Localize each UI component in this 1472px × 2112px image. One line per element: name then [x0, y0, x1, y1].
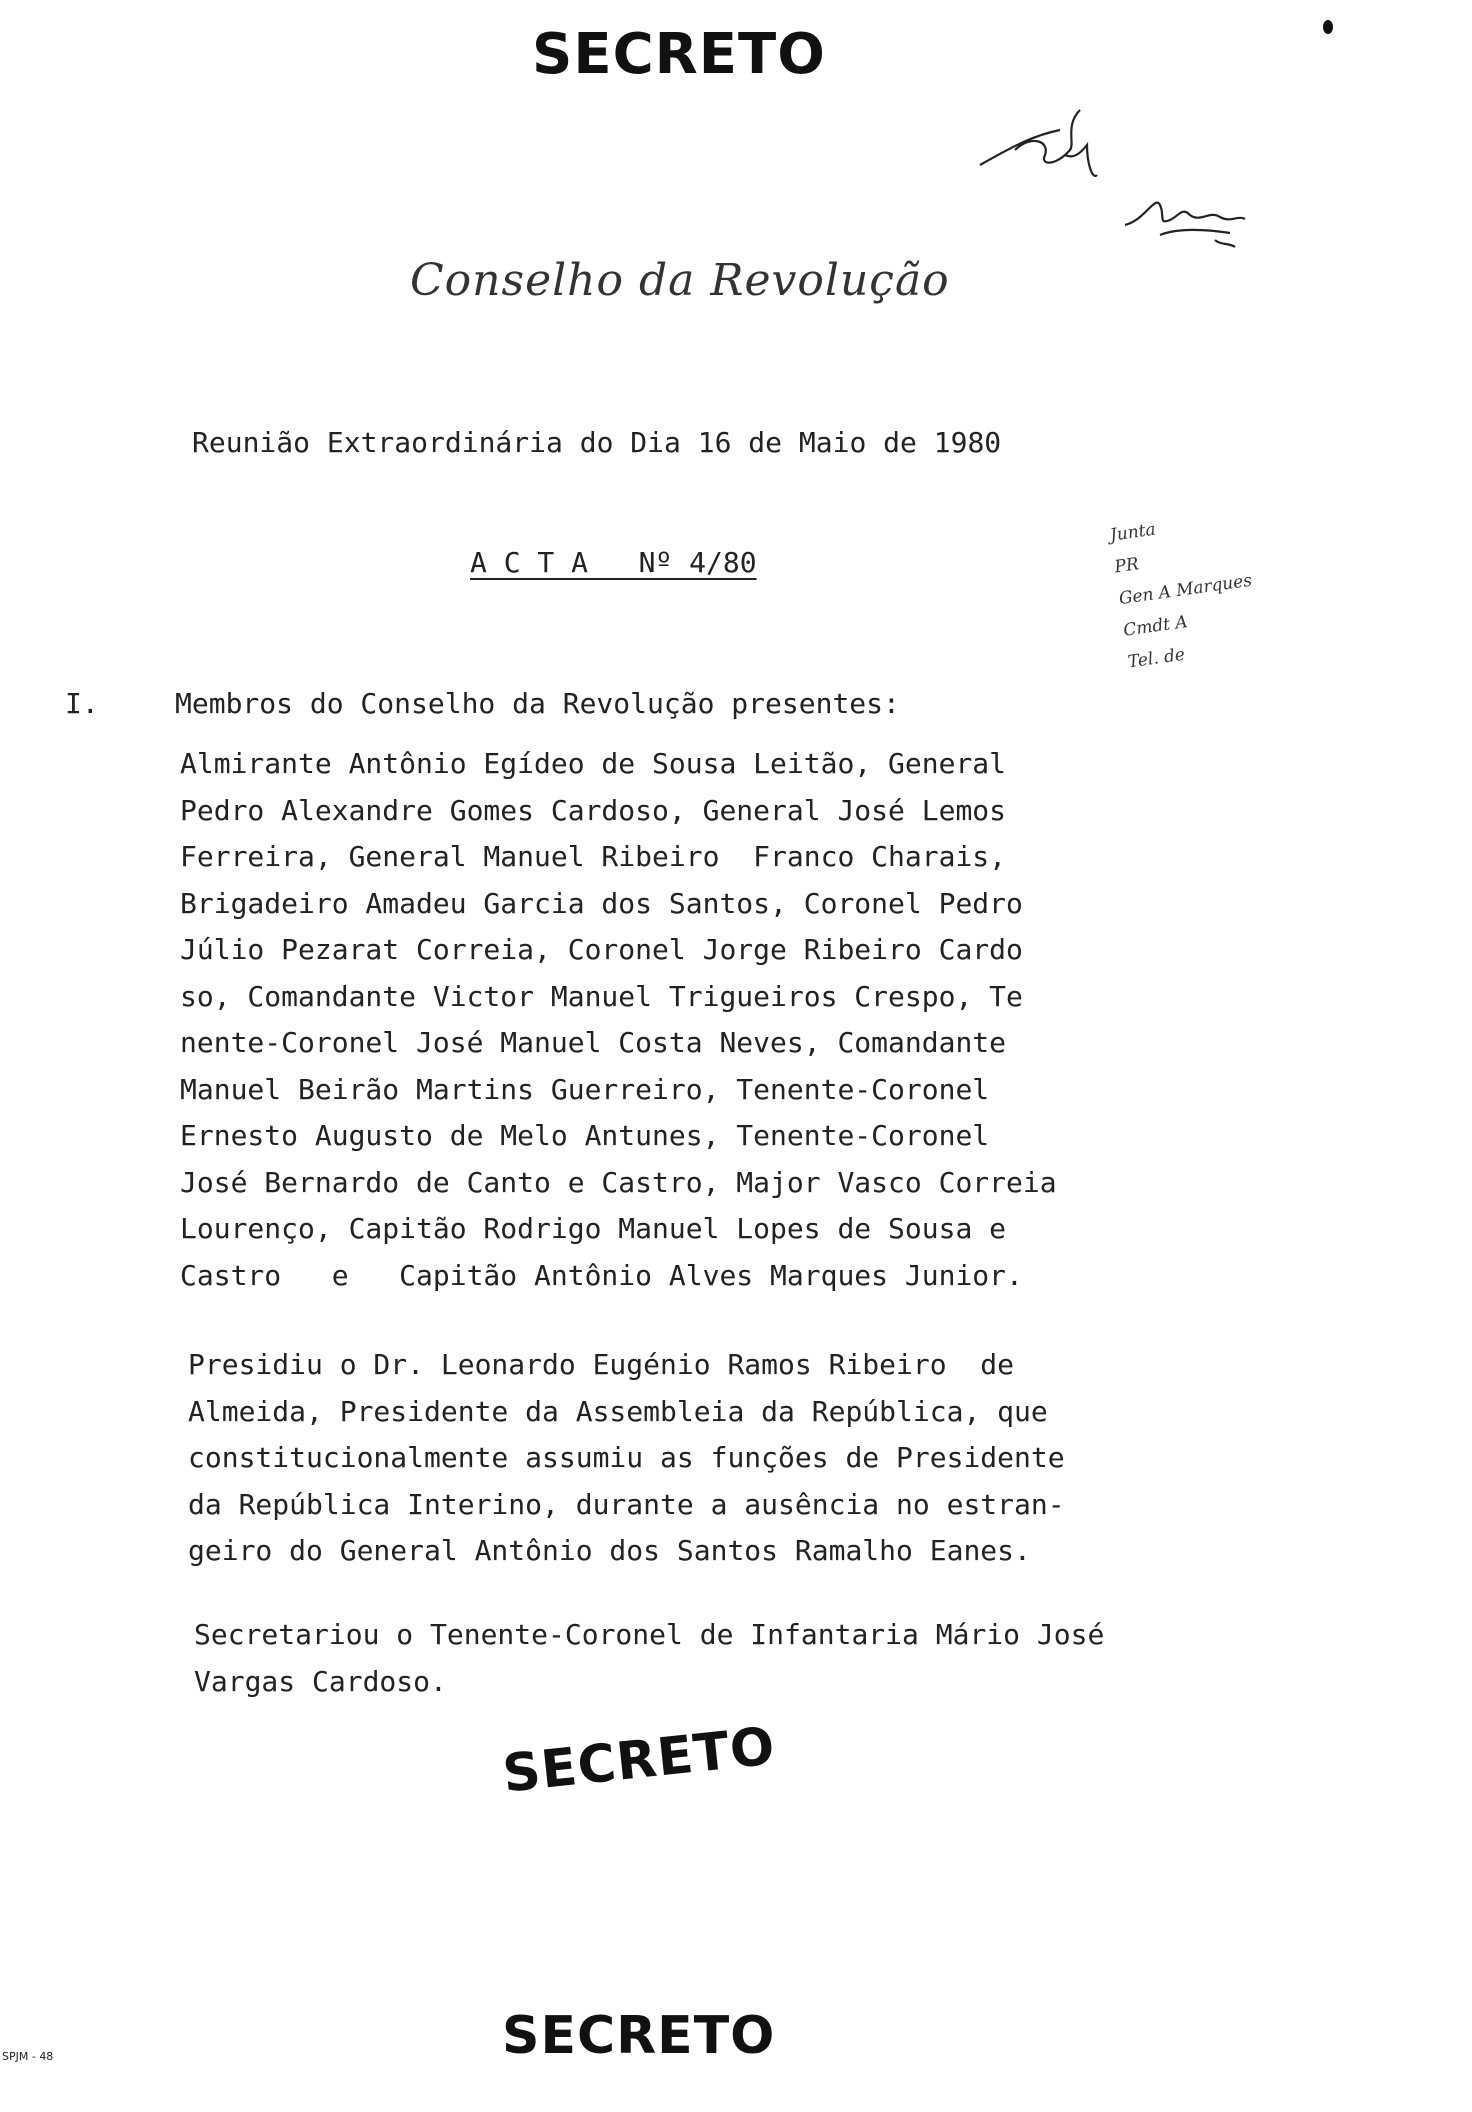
- paragraph-line: so, Comandante Victor Manuel Trigueiros Crespo, Te: [180, 979, 1023, 1013]
- acta-title: A C T A Nº 4/80: [470, 546, 757, 579]
- ink-dot: [1323, 20, 1333, 34]
- secretary-paragraph: [194, 1612, 1104, 1705]
- paragraph-line: Manuel Beirão Martins Guerreiro, Tenente-Coronel: [180, 1072, 990, 1106]
- paragraph-line: Brigadeiro Amadeu Garcia dos Santos, Coronel Pedro: [180, 886, 1023, 920]
- letterhead: Conselho da Revolução: [410, 255, 950, 306]
- secret-stamp-middle: SECRETO: [500, 1716, 779, 1805]
- meeting-title: Reunião Extraordinária do Dia 16 de Maio de 1980: [192, 426, 1002, 459]
- paragraph-line: Lourenço, Capitão Rodrigo Manuel Lopes de Sousa e: [180, 1212, 1007, 1245]
- paragraph-line: nente-Coronel José Manuel Costa Neves, Comandante: [180, 1026, 1007, 1059]
- paragraph-line: Presidiu o Dr. Leonardo Eugénio Ramos Ribeiro de: [188, 1348, 1015, 1381]
- paragraph-line: Júlio Pezarat Correia, Coronel Jorge Ribeiro Cardo: [180, 933, 1023, 966]
- margin-note: Tel. de: [1126, 644, 1187, 673]
- margin-note: Junta: [1108, 519, 1157, 546]
- paragraph-line: da República Interino, durante a ausência no estran-: [188, 1487, 1065, 1521]
- section-heading: Membros do Conselho da Revolução presentes:: [175, 687, 900, 720]
- footer-code: SPJM - 48: [2, 2050, 54, 2063]
- paragraph-line: Secretariou o Tenente-Coronel de Infantaria Mário José: [194, 1618, 1105, 1651]
- secret-stamp-top: SECRETO: [532, 22, 826, 87]
- paragraph-line: Pedro Alexandre Gomes Cardoso, General José Lemos: [180, 793, 1007, 827]
- paragraph-line: Ferreira, General Manuel Ribeiro Franco Charais,: [180, 840, 1007, 873]
- presided-paragraph: [188, 1342, 1065, 1575]
- paragraph-line: Vargas Cardoso.: [194, 1664, 447, 1698]
- paragraph-line: Ernesto Augusto de Melo Antunes, Tenente-Coronel: [180, 1119, 990, 1152]
- paragraph-line: constitucionalmente assumiu as funções de Presidente: [188, 1441, 1065, 1474]
- paragraph-line: Almirante Antônio Egídeo de Sousa Leitão, General: [180, 747, 1007, 780]
- members-paragraph: [180, 741, 1057, 1299]
- paragraph-line: Castro e Capitão Antônio Alves Marques Junior.: [180, 1258, 1023, 1292]
- paragraph-line: José Bernardo de Canto e Castro, Major Vasco Correia: [180, 1165, 1057, 1199]
- section-number: I.: [65, 687, 99, 720]
- secret-stamp-bottom: SECRETO: [502, 2006, 776, 2066]
- margin-note: PR: [1113, 554, 1141, 578]
- paragraph-line: geiro do General Antônio dos Santos Ramalho Eanes.: [188, 1534, 1031, 1567]
- margin-note: Cmdt A: [1122, 612, 1189, 641]
- margin-note: Gen A Marques: [1117, 570, 1254, 610]
- paragraph-line: Almeida, Presidente da Assembleia da República, que: [188, 1394, 1048, 1428]
- margin-notes: [1108, 501, 1263, 678]
- signature-right-icon: [1120, 185, 1260, 255]
